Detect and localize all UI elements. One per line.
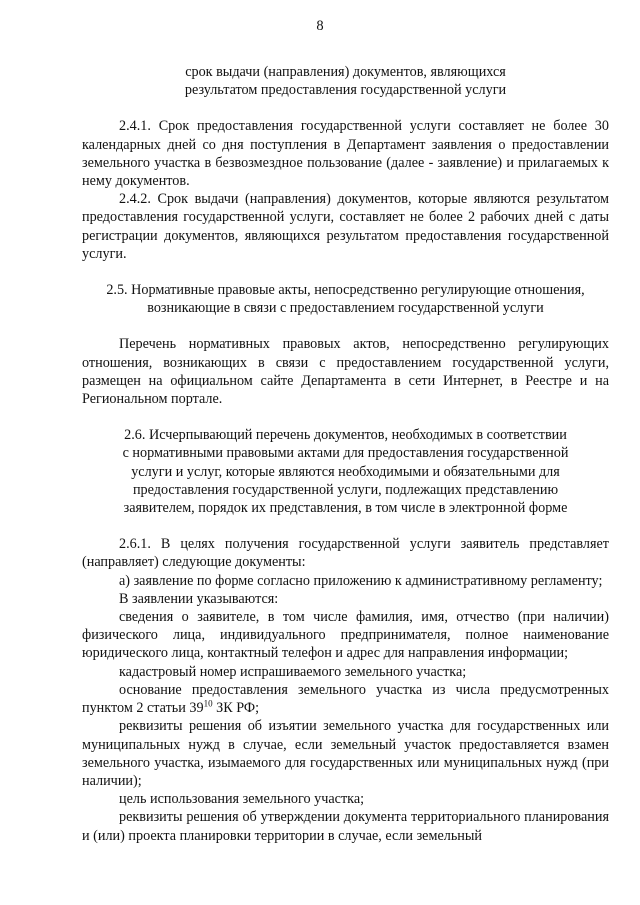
basis-tail: ЗК РФ; [212,700,260,717]
paragraph-requisites-approval: реквизиты решения об утверждении документа территориального планирования и (или) проекта планировки территории в случае, если земельный [82,809,609,844]
paragraph-basis [82,681,609,717]
page-content [82,63,609,845]
paragraph-2-4-2: 2.4.2. Срок выдачи (направления) документов, которые являются результатом предоставления государственной услуги, составляет не более 2 рабочих дней с даты регистрации документов, являющихся результатом предоставления государственной услуги. [82,191,609,262]
paragraph-item-a: а) заявление по форме согласно приложению к административному регламенту; [119,572,603,589]
paragraph-in-application: В заявлении указываются: [119,590,279,607]
paragraph-2-4-1: 2.4.1. Срок предоставления государственной услуги составляет не более 30 календарных дней со дня поступления в Департамент заявления о предоставлении земельного участка в безвозмездное пользование (далее - заявление) и прилагаемых к нему документов. [82,118,609,190]
basis-text: основание предоставления земельного участка из числа предусмотренных пунктом 2 статьи 39 [82,681,609,717]
paragraph-applicant-info: сведения о заявителе, в том числе фамилия, имя, отчество (при наличии) физического лица, индивидуального предпринимателя, полное наименование юридического лица, контактный телефон и адрес для направления информации; [82,609,609,662]
heading-section-2-4: срок выдачи (направления) документов, являющихся результатом предоставления государственной услуги [184,64,507,99]
page-number: 8 [316,18,324,34]
paragraph-2-5: Перечень нормативных правовых актов, непосредственно регулирующих отношения, возникающих в связи с предоставлением государственной услуги, размещен на официальном сайте Департамента в сети Интернет, в Реестре и на Региональном портале. [82,336,609,408]
paragraph-2-6-1: 2.6.1. В целях получения государственной услуги заявитель представляет (направляет) следующие документы: [82,536,609,571]
heading-section-2-5: 2.5. Нормативные правовые акты, непосредственно регулирующие отношения, возникающие в связи с предоставлением государственной услуги [106,282,585,317]
heading-section-2-6: 2.6. Исчерпывающий перечень документов, необходимых в соответствии с нормативными правовыми актами для предоставления государственной услуги и услуг, которые являются необходимыми и обязательными для предоставления государственной услуги, подлежащих представлению заявителем, порядок их представления, в том числе в электронной форме [122,427,569,517]
basis-superscript: 10 [203,698,213,709]
paragraph-purpose: цель использования земельного участка; [119,791,365,808]
paragraph-cadastral-number: кадастровый номер испрашиваемого земельного участка; [119,663,467,680]
paragraph-requisites-seizure: реквизиты решения об изъятии земельного участка для государственных или муниципальных нужд в случае, если земельный участок предоставляется взамен земельного участка, изымаемого для государственных или муниципальных нужд (при наличии); [82,718,609,789]
